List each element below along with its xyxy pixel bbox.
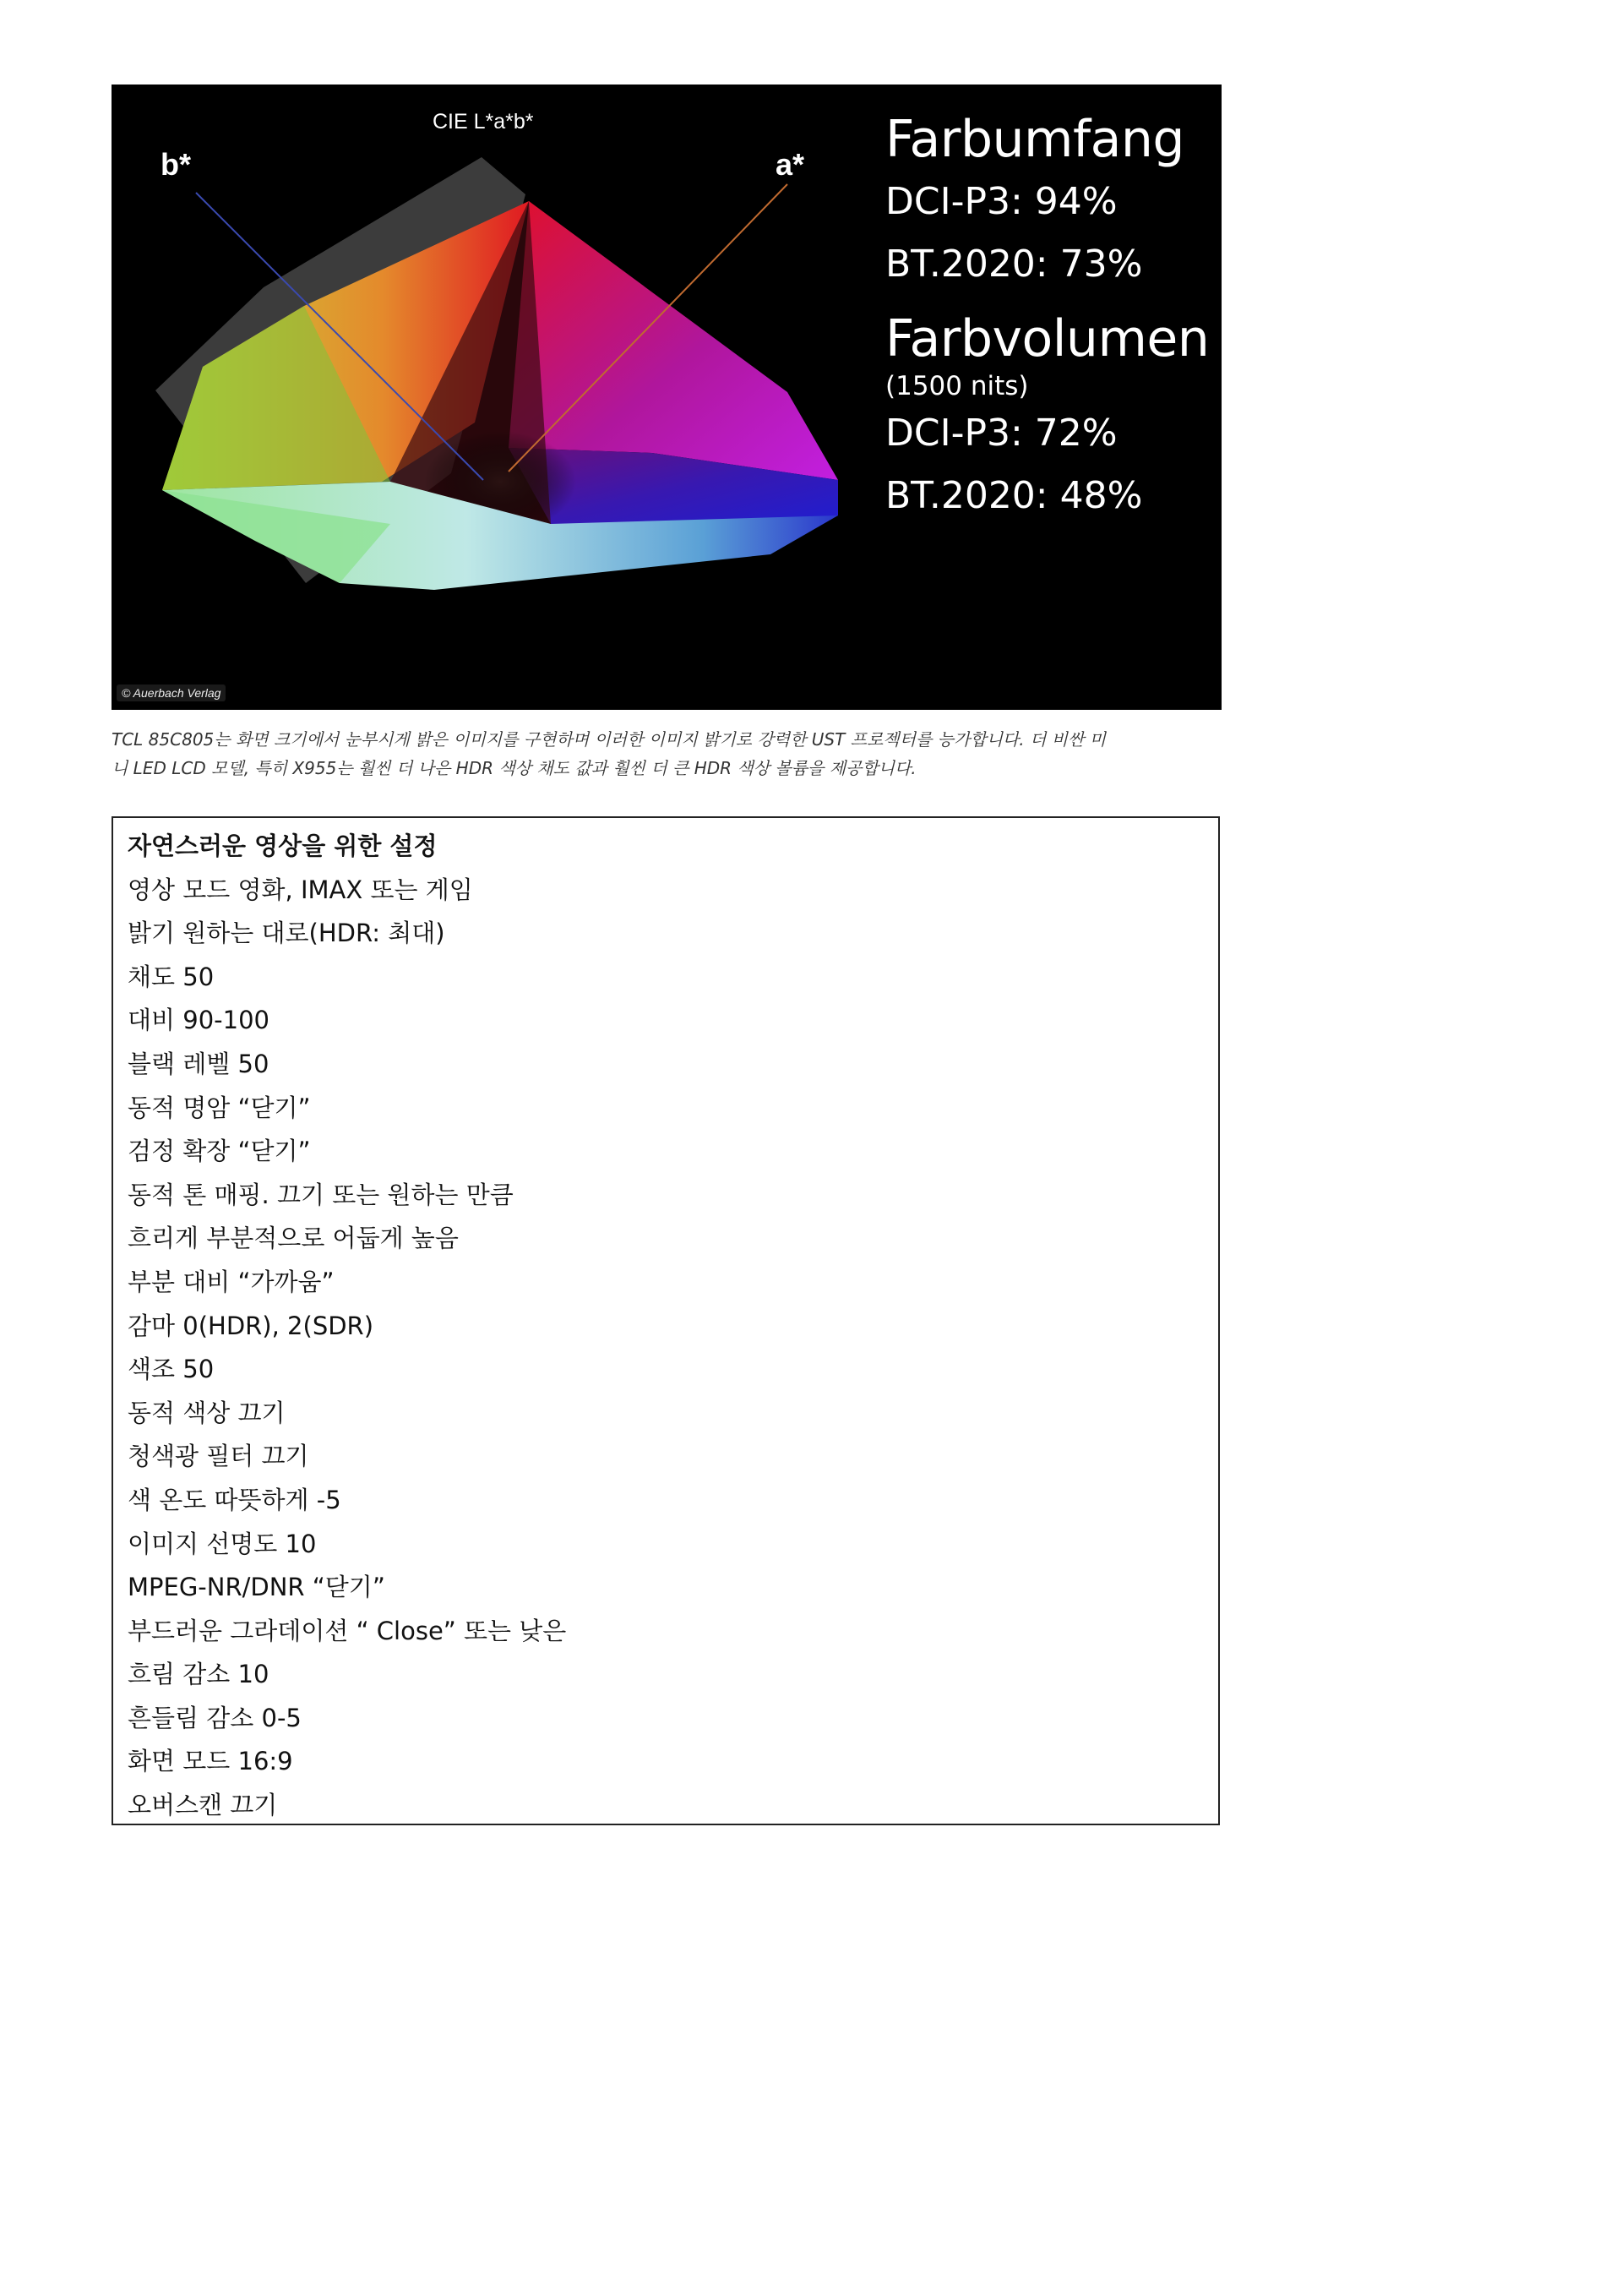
settings-item: 동적 톤 매핑. 끄기 또는 원하는 만큼 xyxy=(128,1180,514,1209)
settings-item: 감마 0(HDR), 2(SDR) xyxy=(128,1311,374,1340)
settings-item: 흐림 감소 10 xyxy=(128,1660,269,1689)
settings-item: 블랙 레벨 50 xyxy=(128,1049,269,1078)
volume-bt-value: BT.2020: 48% xyxy=(885,474,1143,517)
figure-title: CIE L*a*b* xyxy=(433,110,534,134)
settings-item: 화면 모드 16:9 xyxy=(128,1747,293,1776)
volume-note: (1500 nits) xyxy=(885,371,1029,401)
settings-item: 부드러운 그라데이션 “ Close” 또는 낮은 xyxy=(128,1616,567,1645)
gamut-stats-panel xyxy=(885,108,1209,527)
copyright-notice: © Auerbach Verlag xyxy=(117,684,226,701)
settings-item: 청색광 필터 끄기 xyxy=(128,1442,309,1471)
settings-item: 밝기 원하는 대로(HDR: 최대) xyxy=(128,919,445,948)
volume-dci-value: DCI-P3: 72% xyxy=(885,412,1118,455)
settings-item: 부분 대비 “가까움” xyxy=(128,1267,335,1296)
settings-list xyxy=(113,818,1218,1828)
axis-a-label: a* xyxy=(776,147,805,182)
settings-item: 채도 50 xyxy=(128,962,215,991)
settings-item: 동적 명암 “닫기” xyxy=(128,1093,311,1122)
settings-item: 동적 색상 끄기 xyxy=(128,1398,286,1427)
caption-line-1: TCL 85C805는 화면 크기에서 눈부시게 밝은 이미지를 구현하며 이러한 이미지 밝기로 강력한 UST 프로젝터를 능가합니다. 더 비싼 미 xyxy=(112,729,1106,750)
settings-item: 흐리게 부분적으로 어둡게 높음 xyxy=(128,1224,459,1253)
settings-item: 이미지 선명도 10 xyxy=(128,1529,317,1558)
caption-line-2: 니 LED LCD 모델, 특히 X955는 훨씬 더 나은 HDR 색상 채도 값과 훨씬 더 큰 HDR 색상 볼륨을 제공합니다. xyxy=(112,758,917,778)
color-gamut-figure xyxy=(112,85,1222,710)
settings-item: 영상 모드 영화, IMAX 또는 게임 xyxy=(128,875,473,904)
gamut-dci-value: DCI-P3: 94% xyxy=(885,180,1118,223)
volume-heading: Farbvolumen xyxy=(885,309,1210,368)
gamut-heading: Farbumfang xyxy=(885,110,1185,169)
figure-caption xyxy=(112,725,1227,783)
settings-item: 오버스캔 끄기 xyxy=(128,1791,278,1820)
gamut-bt-value: BT.2020: 73% xyxy=(885,243,1143,286)
settings-box xyxy=(112,816,1220,1825)
settings-item: 검정 확장 “닫기” xyxy=(128,1137,311,1166)
settings-item: 색조 50 xyxy=(128,1355,215,1384)
settings-heading: 자연스러운 영상을 위한 설정 xyxy=(128,832,438,860)
settings-item: 대비 90-100 xyxy=(128,1006,269,1035)
axis-b-label: b* xyxy=(161,147,191,182)
settings-item: 흔들림 감소 0-5 xyxy=(128,1703,302,1732)
settings-item: 색 온도 따뜻하게 -5 xyxy=(128,1485,341,1514)
settings-item: MPEG-NR/DNR “닫기” xyxy=(128,1573,385,1602)
